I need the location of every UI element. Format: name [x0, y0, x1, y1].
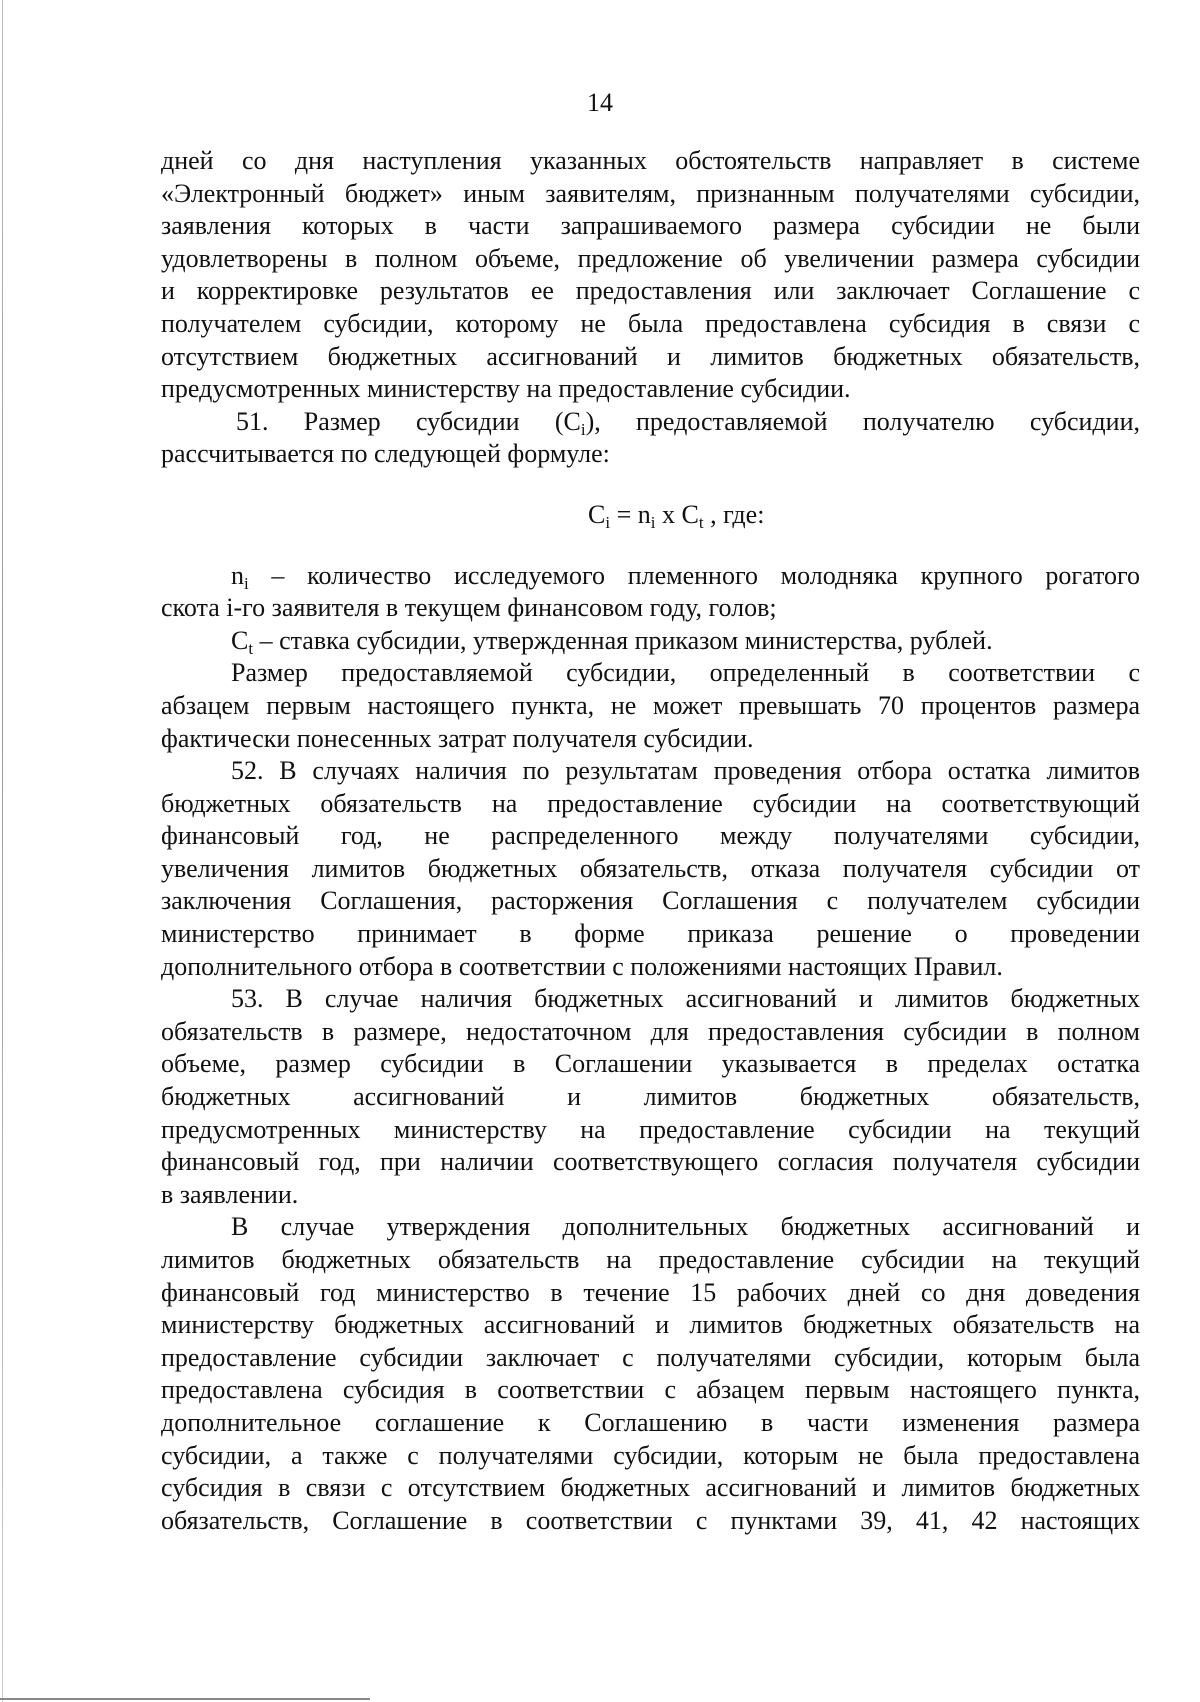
- def-ct-c: C: [231, 625, 249, 655]
- formula-c: C: [588, 499, 606, 529]
- text-line: заключения Соглашения, расторжения Соглашения с получателем субсидии: [161, 886, 1140, 916]
- paragraph-53-line: 53. В случае наличия бюджетных ассигнований и лимитов бюджетных: [231, 984, 1140, 1014]
- text-line: абзацем первым настоящего пункта, не может превышать 70 процентов размера: [161, 690, 1140, 720]
- text-line: министерство принимает в форме приказа решение о проведении: [161, 919, 1140, 949]
- text-line: скота i-го заявителя в текущем финансовом году, голов;: [161, 593, 777, 623]
- text-line: удовлетворены в полном объеме, предложение об увеличении размера субсидии: [161, 243, 1140, 273]
- text-line: «Электронный бюджет» иным заявителям, признанным получателями субсидии,: [161, 178, 1140, 208]
- text-line: заявления которых в части запрашиваемого размера субсидии не были: [161, 211, 1140, 241]
- def-ct-text: – ставка субсидии, утвержденная приказом министерства, рублей.: [253, 625, 993, 655]
- text-line: дней со дня наступления указанных обстоятельств направляет в системе: [161, 146, 1140, 175]
- scan-edge-left: [2, 0, 3, 1702]
- text-line: предоставление субсидии заключает с получателями субсидии, которым была: [161, 1342, 1140, 1372]
- text-line: обязательств, Соглашение в соответствии с пунктами 39, 41, 42 настоящих: [161, 1505, 1140, 1535]
- formula-tail: , где:: [703, 499, 765, 529]
- text-line: предоставлена субсидия в соответствии с абзацем первым настоящего пункта,: [161, 1375, 1140, 1405]
- def-ni-n: n: [231, 560, 244, 590]
- scan-edge-bottom: [0, 1698, 370, 1700]
- text-line: бюджетных обязательств на предоставление субсидии на соответствующий: [161, 788, 1140, 818]
- document-body: [161, 145, 1140, 1537]
- text-line: отсутствием бюджетных ассигнований и лимитов бюджетных обязательств,: [161, 341, 1140, 371]
- formula-eq: = n: [610, 499, 651, 529]
- text-line: в заявлении.: [161, 1179, 299, 1209]
- text-line: дополнительного отбора в соответствии с положениями настоящих Правил.: [161, 951, 1003, 981]
- paragraph-52-line: 52. В случаях наличия по результатам проведения отбора остатка лимитов: [231, 756, 1140, 786]
- text-line: В случае утверждения дополнительных бюджетных ассигнований и: [231, 1212, 1140, 1242]
- p51-part-a: 51. Размер субсидии (C: [236, 406, 581, 436]
- paragraph-51-line: [161, 406, 1140, 439]
- page-number: 14: [587, 88, 613, 117]
- text-line: фактически понесенных затрат получателя субсидии.: [161, 723, 754, 753]
- def-ct-sub: t: [248, 638, 254, 658]
- def-ni-sub: i: [244, 573, 249, 593]
- text-line: финансовый год, не распределенного между получателями субсидии,: [161, 821, 1140, 851]
- text-line: получателем субсидии, которому не была предоставлена субсидия в связи с: [161, 308, 1140, 338]
- formula: [161, 499, 1140, 532]
- text-line: дополнительное соглашение к Соглашению в части изменения размера: [161, 1407, 1140, 1437]
- formula-t-sub: t: [698, 512, 704, 532]
- text-line: объеме, размер субсидии в Соглашении указывается в пределах остатка: [161, 1049, 1140, 1079]
- def-ni-text: – количество исследуемого племенного молодняка крупного рогатого: [248, 560, 1140, 590]
- formula-x: x C: [655, 499, 699, 529]
- text-line: увеличения лимитов бюджетных обязательств, отказа получателя субсидии от: [161, 853, 1140, 883]
- text-line: субсидии, а также с получателями субсидии, которым не была предоставлена: [161, 1440, 1140, 1470]
- text-line: лимитов бюджетных обязательств на предоставление субсидии на текущий: [161, 1245, 1140, 1274]
- text-line: бюджетных ассигнований и лимитов бюджетных обязательств,: [161, 1082, 1140, 1112]
- definition-ni: [161, 560, 1140, 593]
- text-line: предусмотренных министерству на предоставление субсидии.: [161, 374, 851, 404]
- text-line: министерству бюджетных ассигнований и лимитов бюджетных обязательств на: [161, 1310, 1140, 1340]
- p51-part-b: ), предоставляемой получателю субсидии,: [585, 406, 1140, 436]
- text-line: финансовый год, при наличии соответствующего согласия получателя субсидии: [161, 1147, 1140, 1177]
- text-line: рассчитывается по следующей формуле:: [161, 439, 610, 469]
- formula-n-sub: i: [650, 512, 656, 532]
- definition-ct: [161, 625, 1140, 658]
- p51-subscript: i: [580, 419, 586, 439]
- text-line: Размер предоставляемой субсидии, определенный в соответствии с: [231, 658, 1140, 688]
- text-line: обязательств в размере, недостаточном для предоставления субсидии в полном: [161, 1016, 1140, 1046]
- text-line: финансовый год министерство в течение 15 рабочих дней со дня доведения: [161, 1277, 1140, 1307]
- text-line: и корректировке результатов ее предоставления или заключает Соглашение с: [161, 276, 1140, 306]
- formula-c-sub: i: [605, 512, 611, 532]
- text-line: субсидия в связи с отсутствием бюджетных ассигнований и лимитов бюджетных: [161, 1473, 1140, 1503]
- text-line: предусмотренных министерству на предоставление субсидии на текущий: [161, 1114, 1140, 1144]
